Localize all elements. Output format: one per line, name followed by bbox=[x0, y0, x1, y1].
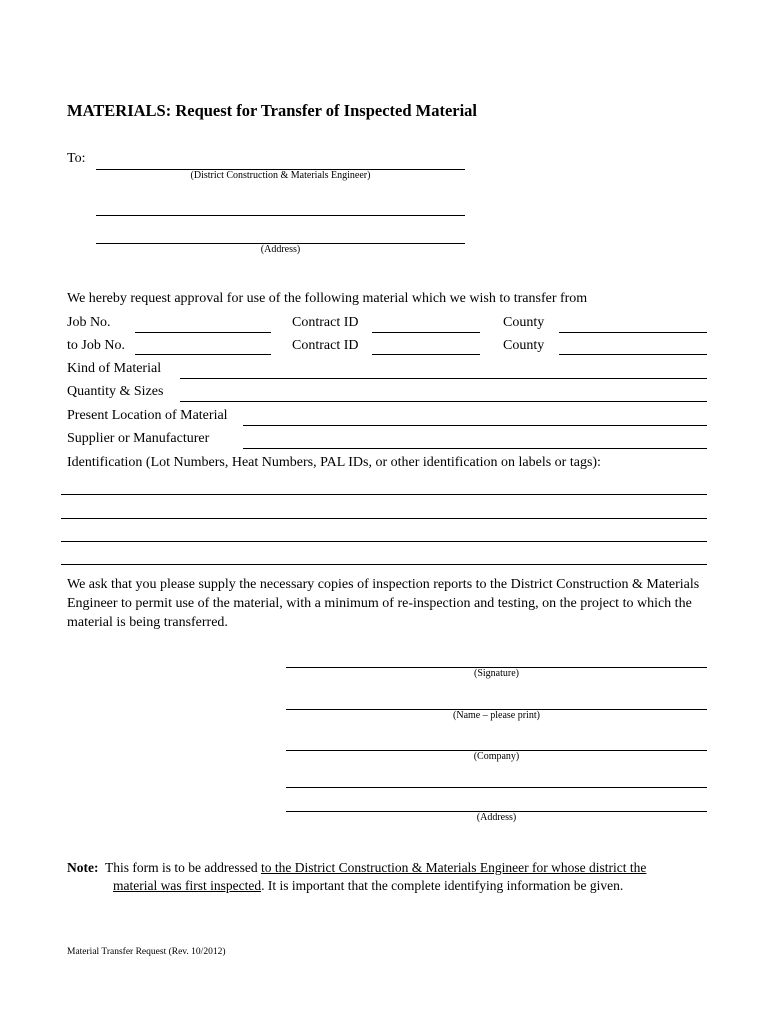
footer: Material Transfer Request (Rev. 10/2012) bbox=[67, 947, 226, 957]
present-location-label: Present Location of Material bbox=[67, 408, 228, 423]
contract-id-field-2[interactable] bbox=[372, 354, 480, 355]
note-text-after: . It is important that the complete identifying information be given. bbox=[261, 878, 624, 893]
kind-of-material-label: Kind of Material bbox=[67, 361, 162, 376]
note-label: Note: bbox=[67, 860, 99, 875]
contract-id-field-1[interactable] bbox=[372, 332, 480, 333]
to-job-no-label: to Job No. bbox=[67, 338, 125, 353]
job-no-field[interactable] bbox=[135, 332, 271, 333]
county-field-2[interactable] bbox=[559, 354, 707, 355]
quantity-sizes-label: Quantity & Sizes bbox=[67, 384, 164, 399]
note-underlined-1: to the District Construction & Materials Engineer for whose district the bbox=[260, 860, 647, 875]
identification-line-4[interactable] bbox=[61, 564, 707, 565]
identification-label: Identification (Lot Numbers, Heat Numbers, PAL IDs, or other identification on labels or tags): bbox=[67, 455, 601, 470]
note-underlined-2: material was first inspected bbox=[113, 878, 262, 893]
county-label-2: County bbox=[503, 338, 545, 353]
note bbox=[67, 859, 707, 895]
supplier-label: Supplier or Manufacturer bbox=[67, 431, 210, 446]
to-label: To: bbox=[67, 151, 86, 166]
identification-line-2[interactable] bbox=[61, 518, 707, 519]
company-caption: (Company) bbox=[473, 751, 520, 762]
request-intro: We hereby request approval for use of the following material which we wish to transfer from bbox=[67, 291, 588, 306]
note-text-before: This form is to be addressed bbox=[105, 860, 261, 875]
supplier-field[interactable] bbox=[243, 448, 707, 449]
kind-of-material-field[interactable] bbox=[180, 378, 707, 379]
note-line-1 bbox=[67, 859, 707, 877]
identification-line-1[interactable] bbox=[61, 494, 707, 495]
contract-id-label-2: Contract ID bbox=[292, 338, 359, 353]
request-paragraph: We ask that you please supply the necessary copies of inspection reports to the District Construction & Materials Engineer to permit use of the material, with a minimum of re-inspection and testing, on the project to which the material is being transferred. bbox=[67, 577, 700, 630]
engineer-caption: (District Construction & Materials Engineer) bbox=[190, 170, 371, 181]
to-address-line-1[interactable] bbox=[96, 215, 465, 216]
identification-line-3[interactable] bbox=[61, 541, 707, 542]
county-field-1[interactable] bbox=[559, 332, 707, 333]
signer-address-line-1[interactable] bbox=[286, 787, 707, 788]
job-no-label: Job No. bbox=[67, 315, 111, 330]
quantity-sizes-field[interactable] bbox=[180, 401, 707, 402]
signer-address-caption: (Address) bbox=[476, 812, 517, 823]
present-location-field[interactable] bbox=[243, 425, 707, 426]
form-title: MATERIALS: Request for Transfer of Inspected Material bbox=[67, 101, 478, 120]
contract-id-label-1: Contract ID bbox=[292, 315, 359, 330]
signature-caption: (Signature) bbox=[474, 668, 519, 679]
to-address-caption: (Address) bbox=[260, 244, 301, 255]
to-job-no-field[interactable] bbox=[135, 354, 271, 355]
county-label-1: County bbox=[503, 315, 545, 330]
note-line-2 bbox=[67, 877, 707, 895]
name-caption: (Name – please print) bbox=[453, 710, 540, 721]
